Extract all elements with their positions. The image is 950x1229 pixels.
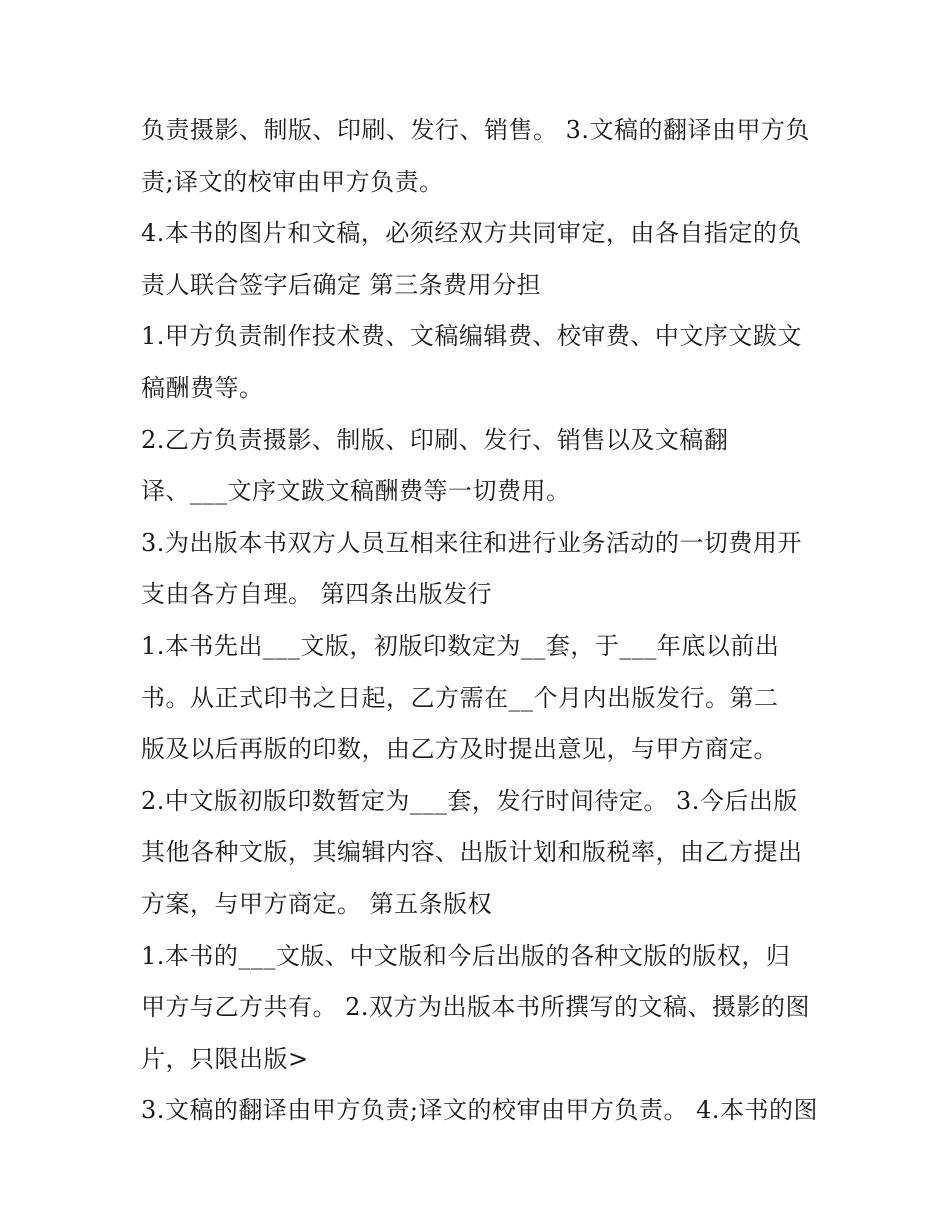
text-line: 1.本书的___文版、中文版和今后出版的各种文版的版权，归: [141, 941, 791, 970]
text-line: 支由各方自理。 第四条出版发行: [141, 580, 493, 609]
text-line: 方案，与甲方商定。 第五条版权: [141, 889, 493, 918]
document-body: [141, 105, 821, 1137]
text-line: 版及以后再版的印数，由乙方及时提出意见，与甲方商定。: [141, 735, 778, 764]
text-line: 3.为出版本书双方人员互相来往和进行业务活动的一切费用开: [141, 528, 802, 557]
text-line: 片，只限出版>: [141, 1044, 309, 1073]
text-line: 稿酬费等。: [141, 373, 264, 402]
text-line: 书。从正式印书之日起，乙方需在__个月内出版发行。第二: [141, 683, 779, 712]
text-line: 其他各种文版，其编辑内容、出版计划和版税率，由乙方提出: [141, 838, 803, 867]
text-line: 3.文稿的翻译由甲方负责;译文的校审由甲方负责。 4.本书的图: [141, 1096, 819, 1125]
text-line: 4.本书的图片和文稿，必须经双方共同审定，由各自指定的负: [141, 219, 802, 248]
text-line: 责人联合签字后确定 第三条费用分担: [141, 270, 542, 299]
text-line: 甲方与乙方共有。 2.双方为出版本书所撰写的文稿、摄影的图: [141, 993, 811, 1022]
text-line: 1.甲方负责制作技术费、文稿编辑费、校审费、中文序文跋文: [141, 322, 802, 351]
text-line: 责;译文的校审由甲方负责。: [141, 167, 444, 196]
text-line: 2.中文版初版印数暂定为___套，发行时间待定。 3.今后出版: [141, 786, 798, 815]
text-line: 负责摄影、制版、印刷、发行、销售。 3.文稿的翻译由甲方负: [141, 116, 811, 144]
text-line: 2.乙方负责摄影、制版、印刷、发行、销售以及文稿翻: [141, 425, 729, 454]
text-line: 1.本书先出___文版，初版印数定为__套，于___年底以前出: [141, 631, 780, 660]
text-line: 译、___文序文跋文稿酬费等一切费用。: [141, 477, 571, 506]
